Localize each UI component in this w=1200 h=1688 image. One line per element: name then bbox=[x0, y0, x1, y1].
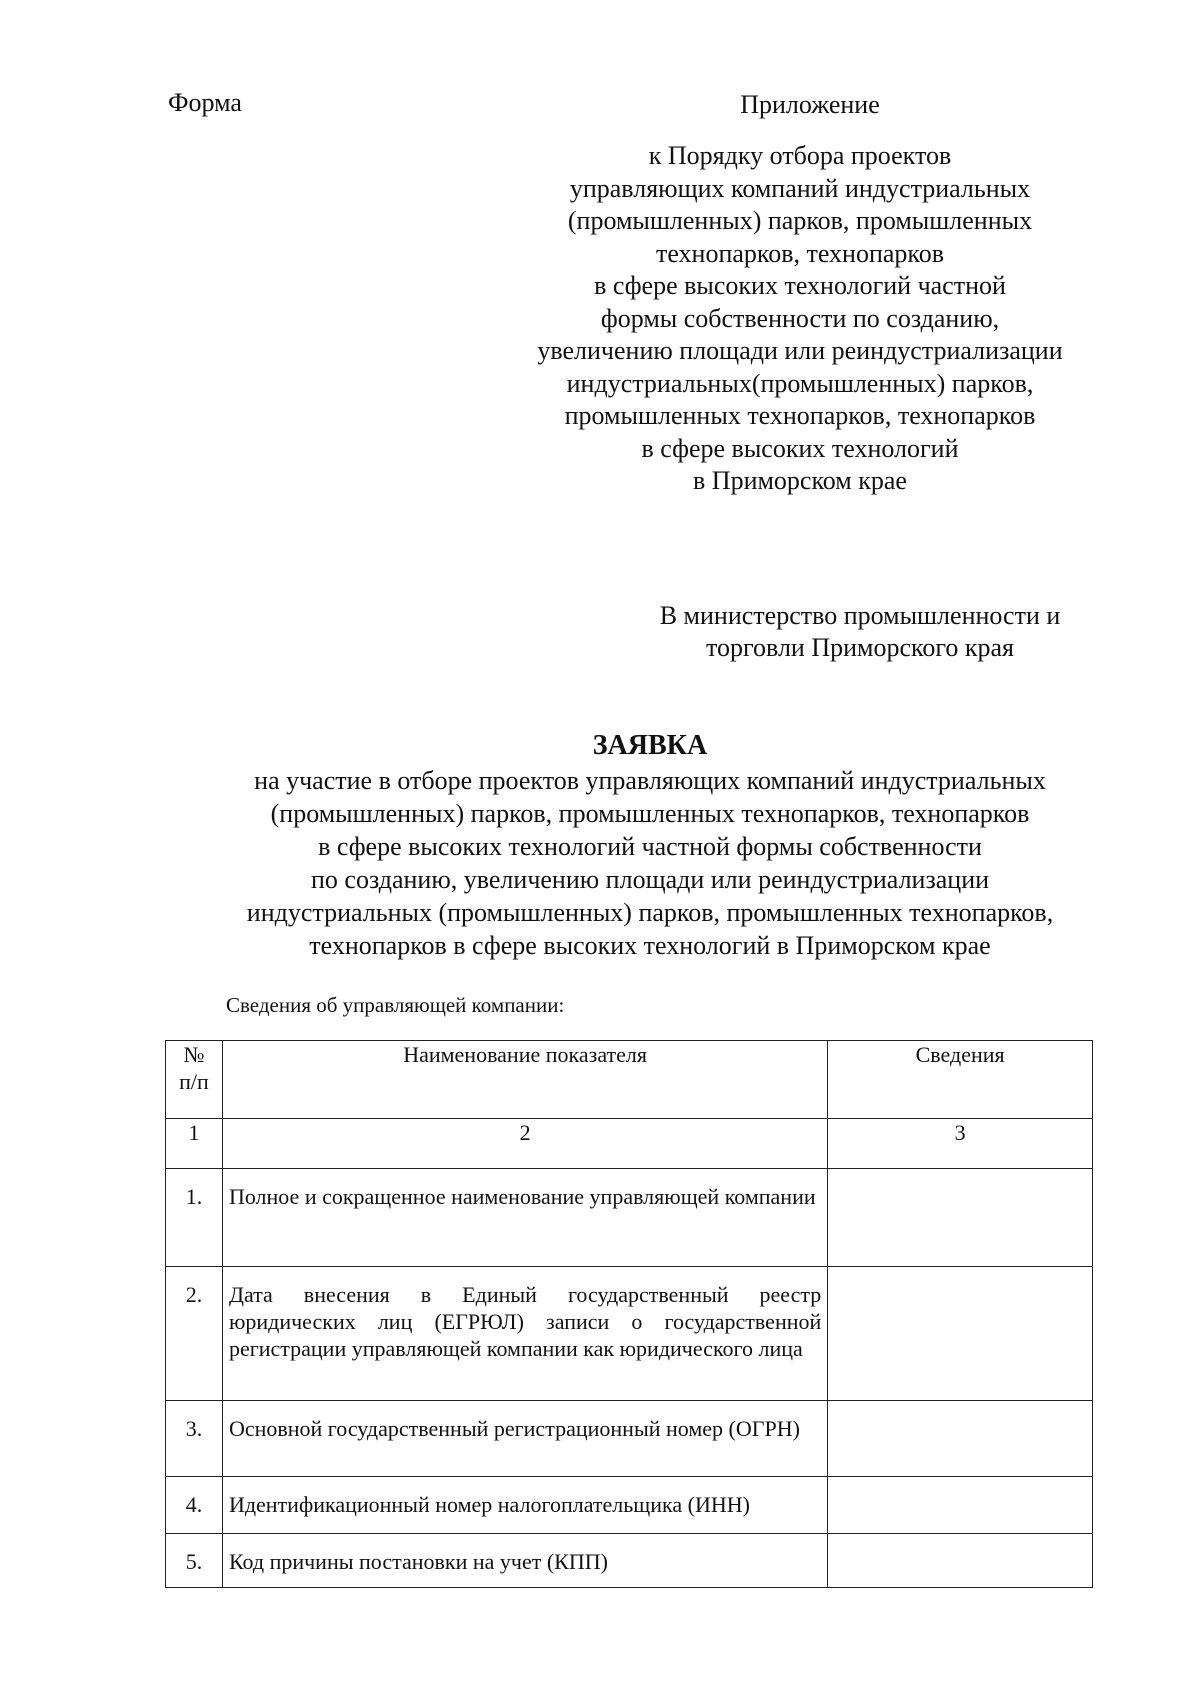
subtitle-line: индустриальных (промышленных) парков, промышленных технопарков, bbox=[246, 898, 1054, 927]
appendix-line: в сфере высоких технологий bbox=[641, 433, 959, 463]
recipient-line: В министерство промышленности и bbox=[659, 601, 1061, 630]
appendix-line: к Порядку отбора проектов bbox=[648, 141, 952, 170]
appendix-line: индустриальных(промышленных) парков, bbox=[566, 368, 1034, 398]
header-indicator-name: Наименование показателя bbox=[222, 1041, 827, 1119]
row-value-cell[interactable] bbox=[828, 1267, 1093, 1401]
appendix-line: промышленных технопарков, технопарков bbox=[564, 401, 1036, 430]
row-number: 4. bbox=[166, 1477, 223, 1534]
table-row bbox=[166, 1534, 1093, 1588]
row-value-cell[interactable] bbox=[828, 1169, 1093, 1267]
subtitle-line: по созданию, увеличению площади или реиндустриализации bbox=[310, 865, 990, 894]
appendix-line: управляющих компаний индустриальных bbox=[569, 173, 1031, 203]
index-cell: 2 bbox=[222, 1119, 827, 1169]
table-row bbox=[166, 1169, 1093, 1267]
company-info-table bbox=[165, 1040, 1093, 1588]
row-indicator: Идентификационный номер налогоплательщика (ИНН) bbox=[222, 1477, 827, 1534]
recipient-block bbox=[600, 600, 1120, 664]
index-cell: 3 bbox=[828, 1119, 1093, 1169]
row-indicator: Основной государственный регистрационный номер (ОГРН) bbox=[222, 1401, 827, 1477]
subtitle-line: в сфере высоких технологий частной формы собственности bbox=[318, 832, 982, 861]
row-indicator: Код причины постановки на учет (КПП) bbox=[222, 1534, 827, 1588]
table-row bbox=[166, 1477, 1093, 1534]
table-row bbox=[166, 1401, 1093, 1477]
appendix-line: в сфере высоких технологий частной bbox=[594, 271, 1006, 300]
table-row bbox=[166, 1267, 1093, 1401]
appendix-line: формы собственности по созданию, bbox=[600, 303, 1000, 333]
index-cell: 1 bbox=[166, 1119, 223, 1169]
subtitle-line: на участие в отборе проектов управляющих компаний индустриальных bbox=[254, 766, 1046, 795]
appendix-line: увеличению площади или реиндустриализации bbox=[537, 336, 1063, 365]
document-subtitle bbox=[150, 764, 1150, 962]
row-number: 5. bbox=[166, 1534, 223, 1588]
row-indicator: Полное и сокращенное наименование управляющей компании bbox=[222, 1169, 827, 1267]
section-label: Сведения об управляющей компании: bbox=[226, 993, 565, 1017]
header-number-line: п/п bbox=[179, 1069, 209, 1094]
appendix-line: в Приморском крае bbox=[693, 466, 907, 495]
subtitle-line: (промышленных) парков, промышленных технопарков, технопарков bbox=[270, 799, 1030, 828]
appendix-line: технопарков, технопарков bbox=[655, 238, 945, 268]
row-value-cell[interactable] bbox=[828, 1534, 1093, 1588]
subtitle-line: технопарков в сфере высоких технологий в Приморском крае bbox=[309, 931, 991, 960]
appendix-text bbox=[470, 140, 1130, 498]
header-details: Сведения bbox=[828, 1041, 1093, 1119]
header-number bbox=[166, 1041, 223, 1119]
form-label: Форма bbox=[168, 88, 242, 117]
row-value-cell[interactable] bbox=[828, 1401, 1093, 1477]
document-title: ЗАЯВКА bbox=[592, 730, 708, 761]
appendix-line: (промышленных) парков, промышленных bbox=[567, 206, 1033, 235]
row-number: 3. bbox=[166, 1401, 223, 1477]
header-number-line: № bbox=[183, 1042, 205, 1067]
table-header-row bbox=[166, 1041, 1093, 1119]
row-number: 1. bbox=[166, 1169, 223, 1267]
table-index-row bbox=[166, 1119, 1093, 1169]
recipient-line: торговли Приморского края bbox=[705, 633, 1014, 662]
row-value-cell[interactable] bbox=[828, 1477, 1093, 1534]
row-indicator: Дата внесения в Единый государственный реестр юридических лиц (ЕГРЮЛ) записи о государственной регистрации управляющей компании как юридического лица bbox=[222, 1267, 827, 1401]
row-number: 2. bbox=[166, 1267, 223, 1401]
appendix-title: Приложение bbox=[740, 90, 880, 119]
